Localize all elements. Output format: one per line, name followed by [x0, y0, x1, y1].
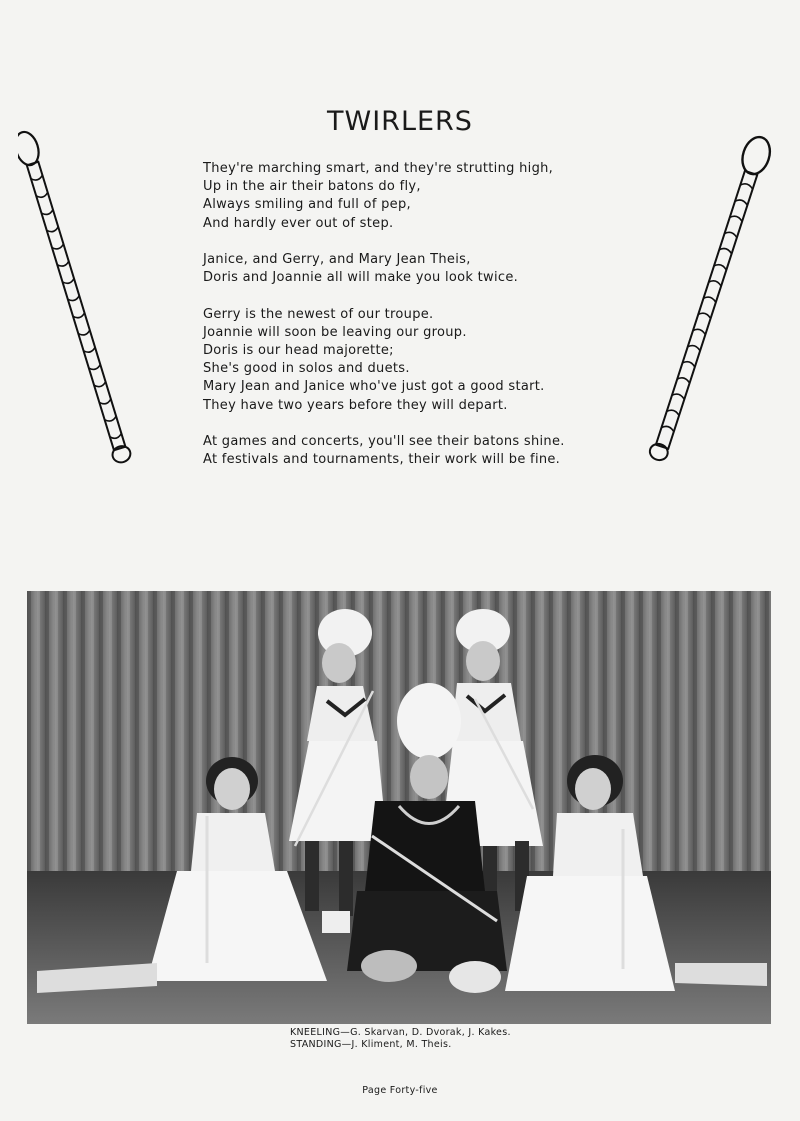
poem-line: Doris and Joannie all will make you look twice. [203, 270, 519, 286]
poem-stanza [203, 160, 623, 233]
poem-stanza [203, 433, 623, 469]
page-number: Page Forty-five [362, 1085, 438, 1096]
poem-line: Up in the air their batons do fly, [203, 179, 421, 195]
poem-line: Always smiling and full of pep, [203, 197, 411, 213]
poem-stanza [203, 251, 623, 287]
caption-standing: STANDING—J. Kliment, M. Theis. [290, 1039, 452, 1050]
twirlers-group-photo [27, 591, 771, 1024]
poem-line: Janice, and Gerry, and Mary Jean Theis, [203, 252, 471, 267]
poem-line: At games and concerts, you'll see their batons shine. [203, 434, 565, 449]
poem-line: Joannie will soon be leaving our group. [203, 324, 467, 340]
poem-line: Gerry is the newest of our troupe. [203, 306, 434, 322]
poem-line: They're marching smart, and they're strutting high, [203, 161, 554, 176]
poem-stanza [203, 306, 623, 415]
photo-illustration [27, 591, 771, 1024]
poem [203, 160, 623, 488]
left-baton-icon [18, 120, 138, 470]
poem-line: At festivals and tournaments, their work will be fine. [203, 452, 561, 468]
caption-kneeling: KNEELING—G. Skarvan, D. Dvorak, J. Kakes. [290, 1027, 511, 1038]
right-baton-icon [636, 125, 776, 470]
poem-line: She's good in solos and duets. [203, 361, 410, 377]
poem-line: They have two years before they will depart. [203, 397, 508, 413]
poem-line: Doris is our head majorette; [203, 343, 394, 358]
photo-caption [290, 1027, 511, 1051]
poem-line: And hardly ever out of step. [203, 215, 394, 231]
poem-line: Mary Jean and Janice who've just got a good start. [203, 379, 545, 395]
page-title: TWIRLERS [327, 106, 473, 138]
